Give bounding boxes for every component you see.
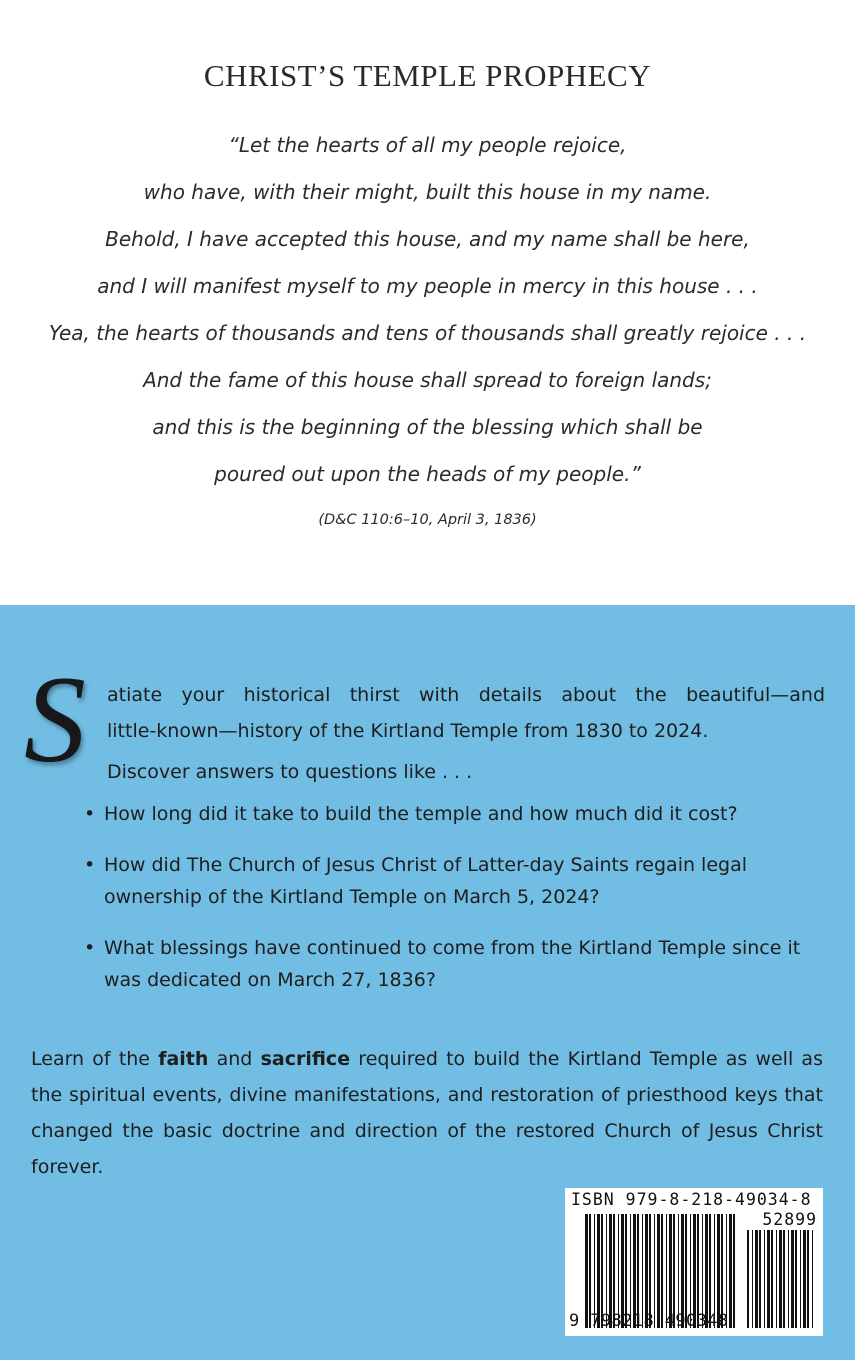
barcode-bar: [771, 1230, 773, 1328]
question-text: How long did it take to build the temple and how much did it cost?: [104, 803, 738, 825]
intro-line-1: atiate your historical thirst with details about the beautiful—and: [107, 684, 825, 706]
quote-line: And the fame of this house shall spread to foreign lands;: [143, 368, 712, 392]
question-list: [84, 798, 804, 1015]
barcode-bar: [779, 1230, 782, 1328]
quote-line: and this is the beginning of the blessing which shall be: [152, 415, 703, 439]
barcode-bar: [733, 1214, 735, 1328]
quote-line: who have, with their might, built this house in my name.: [143, 180, 712, 204]
learn-prefix: Learn of the: [31, 1048, 150, 1070]
barcode-bar: [759, 1230, 761, 1328]
page-title: CHRIST’S TEMPLE PROPHECY: [203, 58, 652, 93]
prophecy-quote: [0, 128, 855, 504]
barcode-bar: [755, 1230, 758, 1328]
quote-line: and I will manifest myself to my people in mercy in this house . . .: [97, 274, 758, 298]
learn-suffix: required to build the Kirtland Temple as well as the spiritual events, divine manifestations, and restoration of priesthood keys that changed the basic doctrine and direction of the restored Church of Jesus Christ forever.: [31, 1048, 823, 1178]
intro-line-2: little-known—history of the Kirtland Temple from 1830 to 2024.: [107, 720, 709, 742]
list-item: [84, 849, 804, 913]
learn-and: and: [216, 1048, 253, 1070]
barcode-bar: [752, 1230, 753, 1328]
barcode-bar: [776, 1230, 777, 1328]
quote-line: poured out upon the heads of my people.”: [214, 462, 641, 486]
ean-number: 9 798218 490348: [569, 1311, 729, 1331]
barcode-bar: [795, 1230, 797, 1328]
quote-citation: (D&C 110:6–10, April 3, 1836): [318, 512, 537, 528]
barcode-bar: [767, 1230, 770, 1328]
bullet-icon: •: [84, 854, 96, 876]
question-text: How did The Church of Jesus Christ of Latter-day Saints regain legal ownership of the Kirtland Temple on March 5, 2024?: [104, 854, 748, 908]
drop-cap: S: [24, 651, 86, 788]
faith-emphasis: faith: [158, 1048, 209, 1070]
isbn-label: ISBN 979-8-218-49034-8: [571, 1190, 812, 1209]
barcode-bar: [812, 1230, 813, 1328]
quote-line: Behold, I have accepted this house, and my name shall be here,: [105, 227, 750, 251]
barcode-bar: [803, 1230, 806, 1328]
barcode-bar: [783, 1230, 785, 1328]
barcode-bar: [807, 1230, 809, 1328]
bullet-icon: •: [84, 803, 96, 825]
list-item: [84, 798, 804, 830]
list-item: [84, 932, 804, 996]
sacrifice-emphasis: sacrifice: [260, 1048, 351, 1070]
barcode: [565, 1188, 823, 1336]
learn-paragraph: [31, 1041, 823, 1185]
price-code: 52899: [762, 1210, 817, 1229]
quote-section: [0, 0, 855, 605]
barcode-bar: [791, 1230, 794, 1328]
quote-line: Yea, the hearts of thousands and tens of thousands shall greatly rejoice . . .: [48, 321, 807, 345]
barcode-bar: [747, 1230, 749, 1328]
barcode-bar: [788, 1230, 789, 1328]
question-text: What blessings have continued to come from the Kirtland Temple since it was dedicated on March 27, 1836?: [104, 937, 801, 991]
barcode-bar: [800, 1230, 801, 1328]
barcode-bar: [764, 1230, 765, 1328]
discover-text: Discover answers to questions like . . .: [107, 761, 473, 783]
barcode-bar: [729, 1214, 732, 1328]
quote-line: “Let the hearts of all my people rejoice,: [228, 133, 627, 157]
bullet-icon: •: [84, 937, 96, 959]
